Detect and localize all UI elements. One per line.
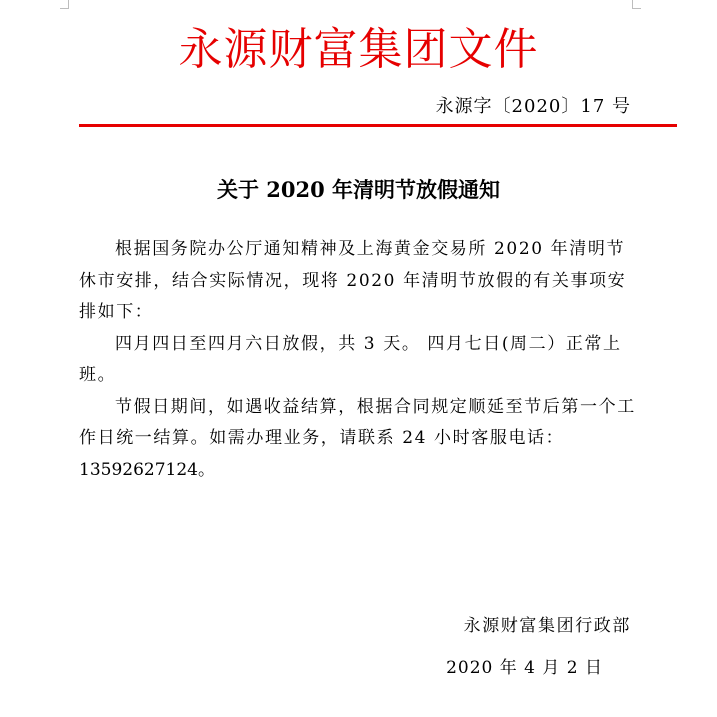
paragraph-holiday-dates: 四月四日至四月六日放假，共 3 天。 四月七日(周二）正常上班。 (79, 333, 622, 385)
crop-mark-top-left (60, 0, 69, 9)
paragraph-settlement: 节假日期间，如遇收益结算，根据合同规定顺延至节后第一个工作日统一结算。如需办理业务，请联系 24 小时客服电话： (79, 396, 636, 448)
notice-body (79, 234, 639, 486)
header-title: 永源财富集团文件 (178, 24, 539, 75)
issue-date: 2020 年 4 月 2 日 (446, 658, 603, 678)
notice-title: 关于 2020 年清明节放假通知 (216, 177, 501, 202)
crop-mark-top-right (632, 0, 641, 9)
customer-service-phone: 13592627124。 (79, 459, 215, 480)
paragraph-arrangement: 根据国务院办公厅通知精神及上海黄金交易所 2020 年清明节休市安排，结合实际情况，现将 2020 年清明节放假的有关事项安排如下： (79, 239, 627, 322)
document-number: 永源字〔2020〕17 号 (435, 96, 631, 117)
issuer-department: 永源财富集团行政部 (463, 616, 631, 636)
header-red-rule (79, 124, 677, 127)
